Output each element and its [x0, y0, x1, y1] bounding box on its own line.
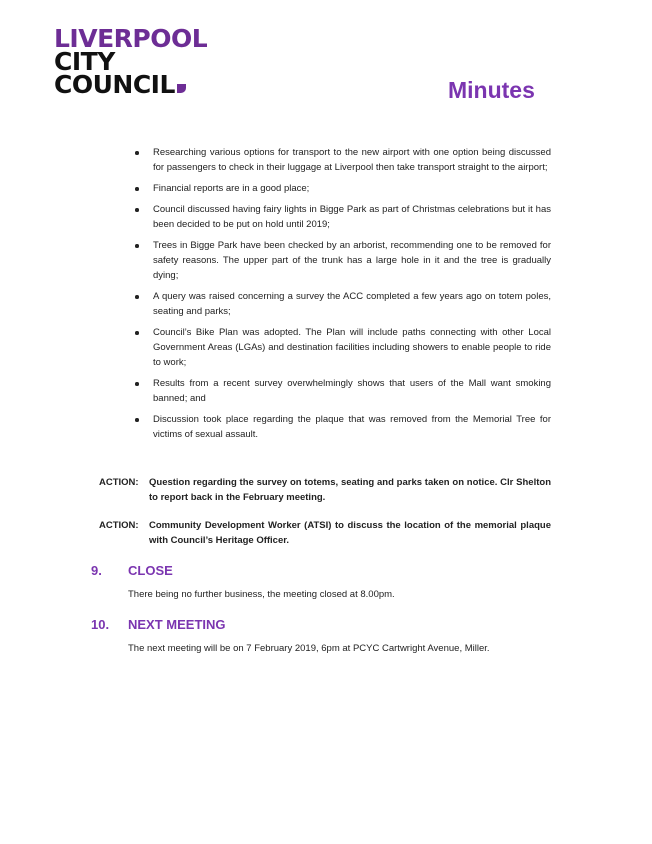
council-logo: [54, 24, 208, 99]
section-number: 9.: [91, 563, 102, 578]
logo-line-2: CITY: [54, 47, 115, 76]
list-item: Council discussed having fairy lights in Bigge Park as part of Christmas celebrations but it has been decided to be put on hold until 2019;: [135, 202, 551, 232]
section-number: 10.: [91, 617, 110, 632]
action-text: Question regarding the survey on totems, seating and parks taken on notice. Clr Shelton to report back in the February meeting.: [149, 477, 551, 503]
list-item: Results from a recent survey overwhelmingly shows that users of the Mall want smoking banned; and: [135, 376, 551, 406]
list-item: Researching various options for transport to the new airport with one option being discussed for passengers to check in their luggage at Liverpool then take transport straight to the airport;: [135, 145, 551, 175]
list-item: Discussion took place regarding the plaque that was removed from the Memorial Tree for victims of sexual assault.: [135, 412, 551, 442]
list-item: Council’s Bike Plan was adopted. The Plan will include paths connecting with other Local Government Areas (LGAs) and destination facilities including showers to enable people to ride to work;: [135, 325, 551, 370]
bullet-icon: [135, 418, 139, 422]
section-heading-next-meeting: [91, 617, 226, 632]
section-text: There being no further business, the meeting closed at 8.00pm.: [128, 589, 395, 600]
bullet-icon: [135, 244, 139, 248]
action-label: ACTION:: [99, 520, 139, 531]
action-label: ACTION:: [99, 477, 139, 488]
document-title: Minutes: [448, 77, 535, 103]
discussion-bullet-list: [135, 145, 551, 448]
list-item: A query was raised concerning a survey the ACC completed a few years ago on totem poles, seating and parks;: [135, 289, 551, 319]
logo-line-1: LIVERPOOL: [54, 24, 208, 53]
section-title: CLOSE: [128, 563, 173, 578]
action-item: [99, 475, 551, 505]
bullet-icon: [135, 208, 139, 212]
bullet-icon: [135, 295, 139, 299]
bullet-icon: [135, 331, 139, 335]
bullet-icon: [135, 382, 139, 386]
section-title: NEXT MEETING: [128, 617, 226, 632]
list-item: Financial reports are in a good place;: [135, 181, 551, 196]
list-item: Trees in Bigge Park have been checked by an arborist, recommending one to be removed for safety reasons. The upper part of the trunk has a large hole in it and the tree is gradually dying;: [135, 238, 551, 283]
section-text: The next meeting will be on 7 February 2019, 6pm at PCYC Cartwright Avenue, Miller.: [128, 643, 490, 654]
bullet-icon: [135, 151, 139, 155]
logo-heart-icon: [177, 84, 186, 93]
action-text: Community Development Worker (ATSI) to discuss the location of the memorial plaque with Council’s Heritage Officer.: [149, 520, 551, 546]
action-item: [99, 518, 551, 548]
logo-line-3: COUNCIL: [54, 73, 207, 96]
bullet-icon: [135, 187, 139, 191]
section-heading-close: [91, 563, 173, 578]
